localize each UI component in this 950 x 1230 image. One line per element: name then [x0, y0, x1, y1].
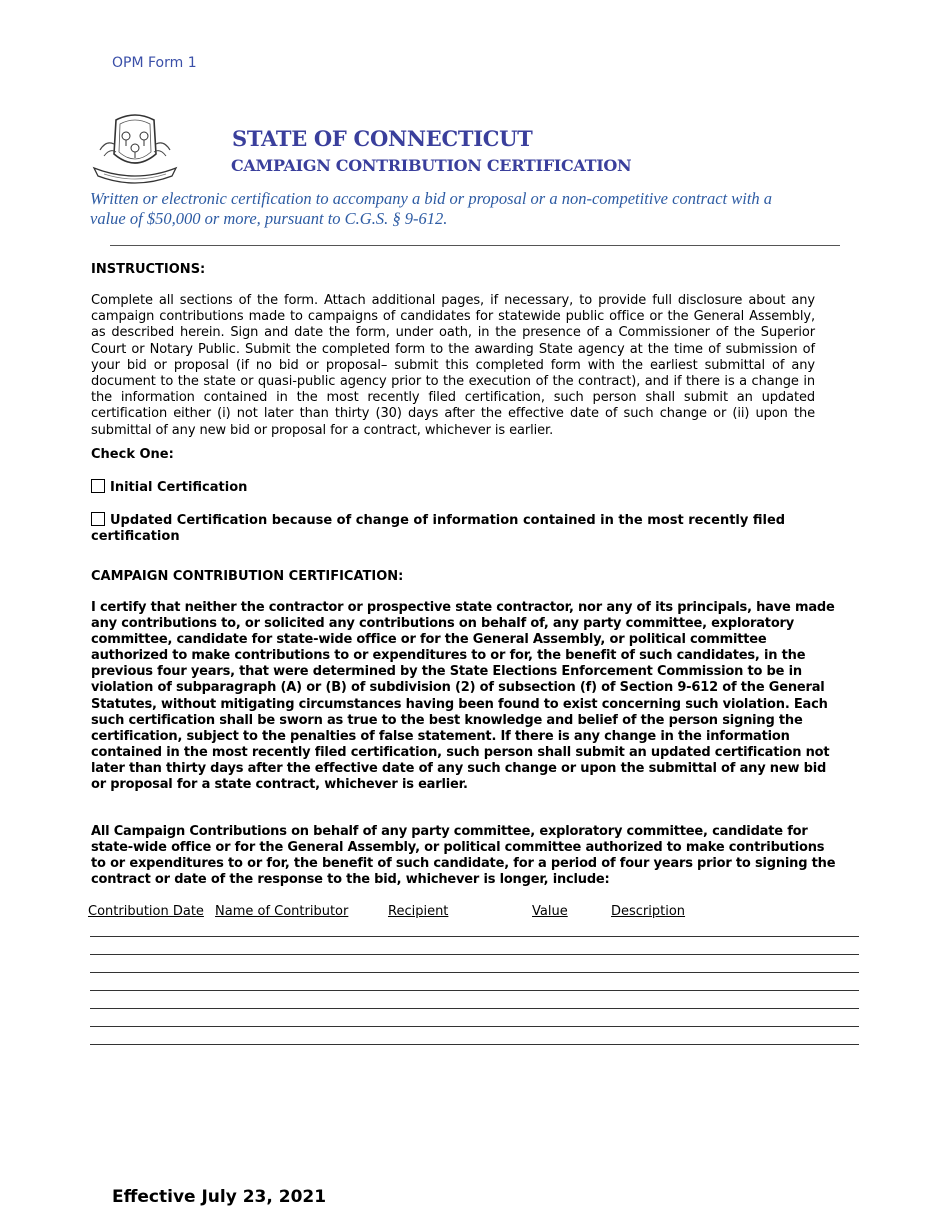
connecticut-seal-icon [90, 110, 180, 186]
column-header-value: Value [532, 904, 568, 919]
header-divider [110, 245, 840, 246]
form-purpose: Written or electronic certification to accompany a bid or proposal or a non-competitive contract with a value of $50,000 or more, pursuant to C.G.S. § 9-612. [90, 189, 773, 228]
option-initial-certification [91, 479, 247, 495]
initial-certification-label: Initial Certification [110, 480, 248, 495]
state-title: STATE OF CONNECTICUT [232, 126, 533, 151]
instructions-heading: INSTRUCTIONS: [91, 262, 206, 277]
option-updated-certification [91, 512, 811, 545]
certification-heading: CAMPAIGN CONTRIBUTION CERTIFICATION: [91, 569, 404, 584]
contribution-entry-line[interactable] [90, 954, 859, 955]
updated-certification-label: Updated Certification because of change of information contained in the most recently filed certification [91, 513, 786, 544]
column-header-contribution-date: Contribution Date [88, 904, 204, 919]
contribution-entry-line[interactable] [90, 1044, 859, 1045]
form-id: OPM Form 1 [112, 55, 197, 71]
contribution-entry-line[interactable] [90, 972, 859, 973]
column-header-description: Description [611, 904, 686, 919]
contribution-entry-line[interactable] [90, 1008, 859, 1009]
certification-body: I certify that neither the contractor or prospective state contractor, nor any of its principals, have made any contributions to, or solicited any contributions on behalf of, any party committee, exploratory committee, candidate for state-wide office or for the General Assembly, or political committee authorized to make contributions to or expenditures to or for, the benefit of such candidates, in the previous four years, that were determined by the State Elections Enforcement Commission to be in violation of subparagraph (A) or (B) of subdivision (2) of subsection (f) of Section 9-612 of the General Statutes, without mitigating circumstances having been found to exist concerning such violation. Each such certification shall be sworn as true to the best knowledge and belief of the person signing the certification, subject to the penalties of false statement. If there is any change in the information contained in the most recently filed certification, such person shall submit an updated certification not later than thirty days after the effective date of any such change or upon the submittal of any new bid or proposal for a state contract, whichever is earlier. [91, 600, 835, 793]
initial-certification-checkbox[interactable] [91, 479, 105, 493]
form-subtitle: CAMPAIGN CONTRIBUTION CERTIFICATION [231, 156, 632, 175]
instructions-body: Complete all sections of the form. Attach additional pages, if necessary, to provide full disclosure about any campaign contributions made to campaigns of candidates for statewide public office or the General Assembly, as described herein. Sign and date the form, under oath, in the presence of a Commissioner of the Superior Court or Notary Public. Submit the completed form to the awarding State agency at the time of submission of your bid or proposal (if no bid or proposal– submit this completed form with the earliest submittal of any document to the state or quasi-public agency prior to the execution of the contract), and if there is a change in the information contained in the most recently filed certification, such person shall submit an updated certification either (i) not later than thirty (30) days after the effective date of such change or (ii) upon the submittal of any new bid or proposal for a contract, whichever is earlier. [91, 293, 815, 438]
contribution-entry-line[interactable] [90, 990, 859, 991]
effective-date: Effective July 23, 2021 [112, 1187, 327, 1207]
updated-certification-checkbox[interactable] [91, 512, 105, 526]
column-header-name-of-contributor: Name of Contributor [215, 904, 349, 919]
contributions-intro: All Campaign Contributions on behalf of any party committee, exploratory committee, candidate for state-wide office or for the General Assembly, or political committee authorized to make contributions to or expenditures to or for, the benefit of such candidate, for a period of four years prior to signing the contract or date of the response to the bid, whichever is longer, include: [91, 824, 836, 888]
contribution-entry-line[interactable] [90, 1026, 859, 1027]
contribution-entry-line[interactable] [90, 936, 859, 937]
column-header-recipient: Recipient [388, 904, 449, 919]
check-one-label: Check One: [91, 447, 174, 462]
